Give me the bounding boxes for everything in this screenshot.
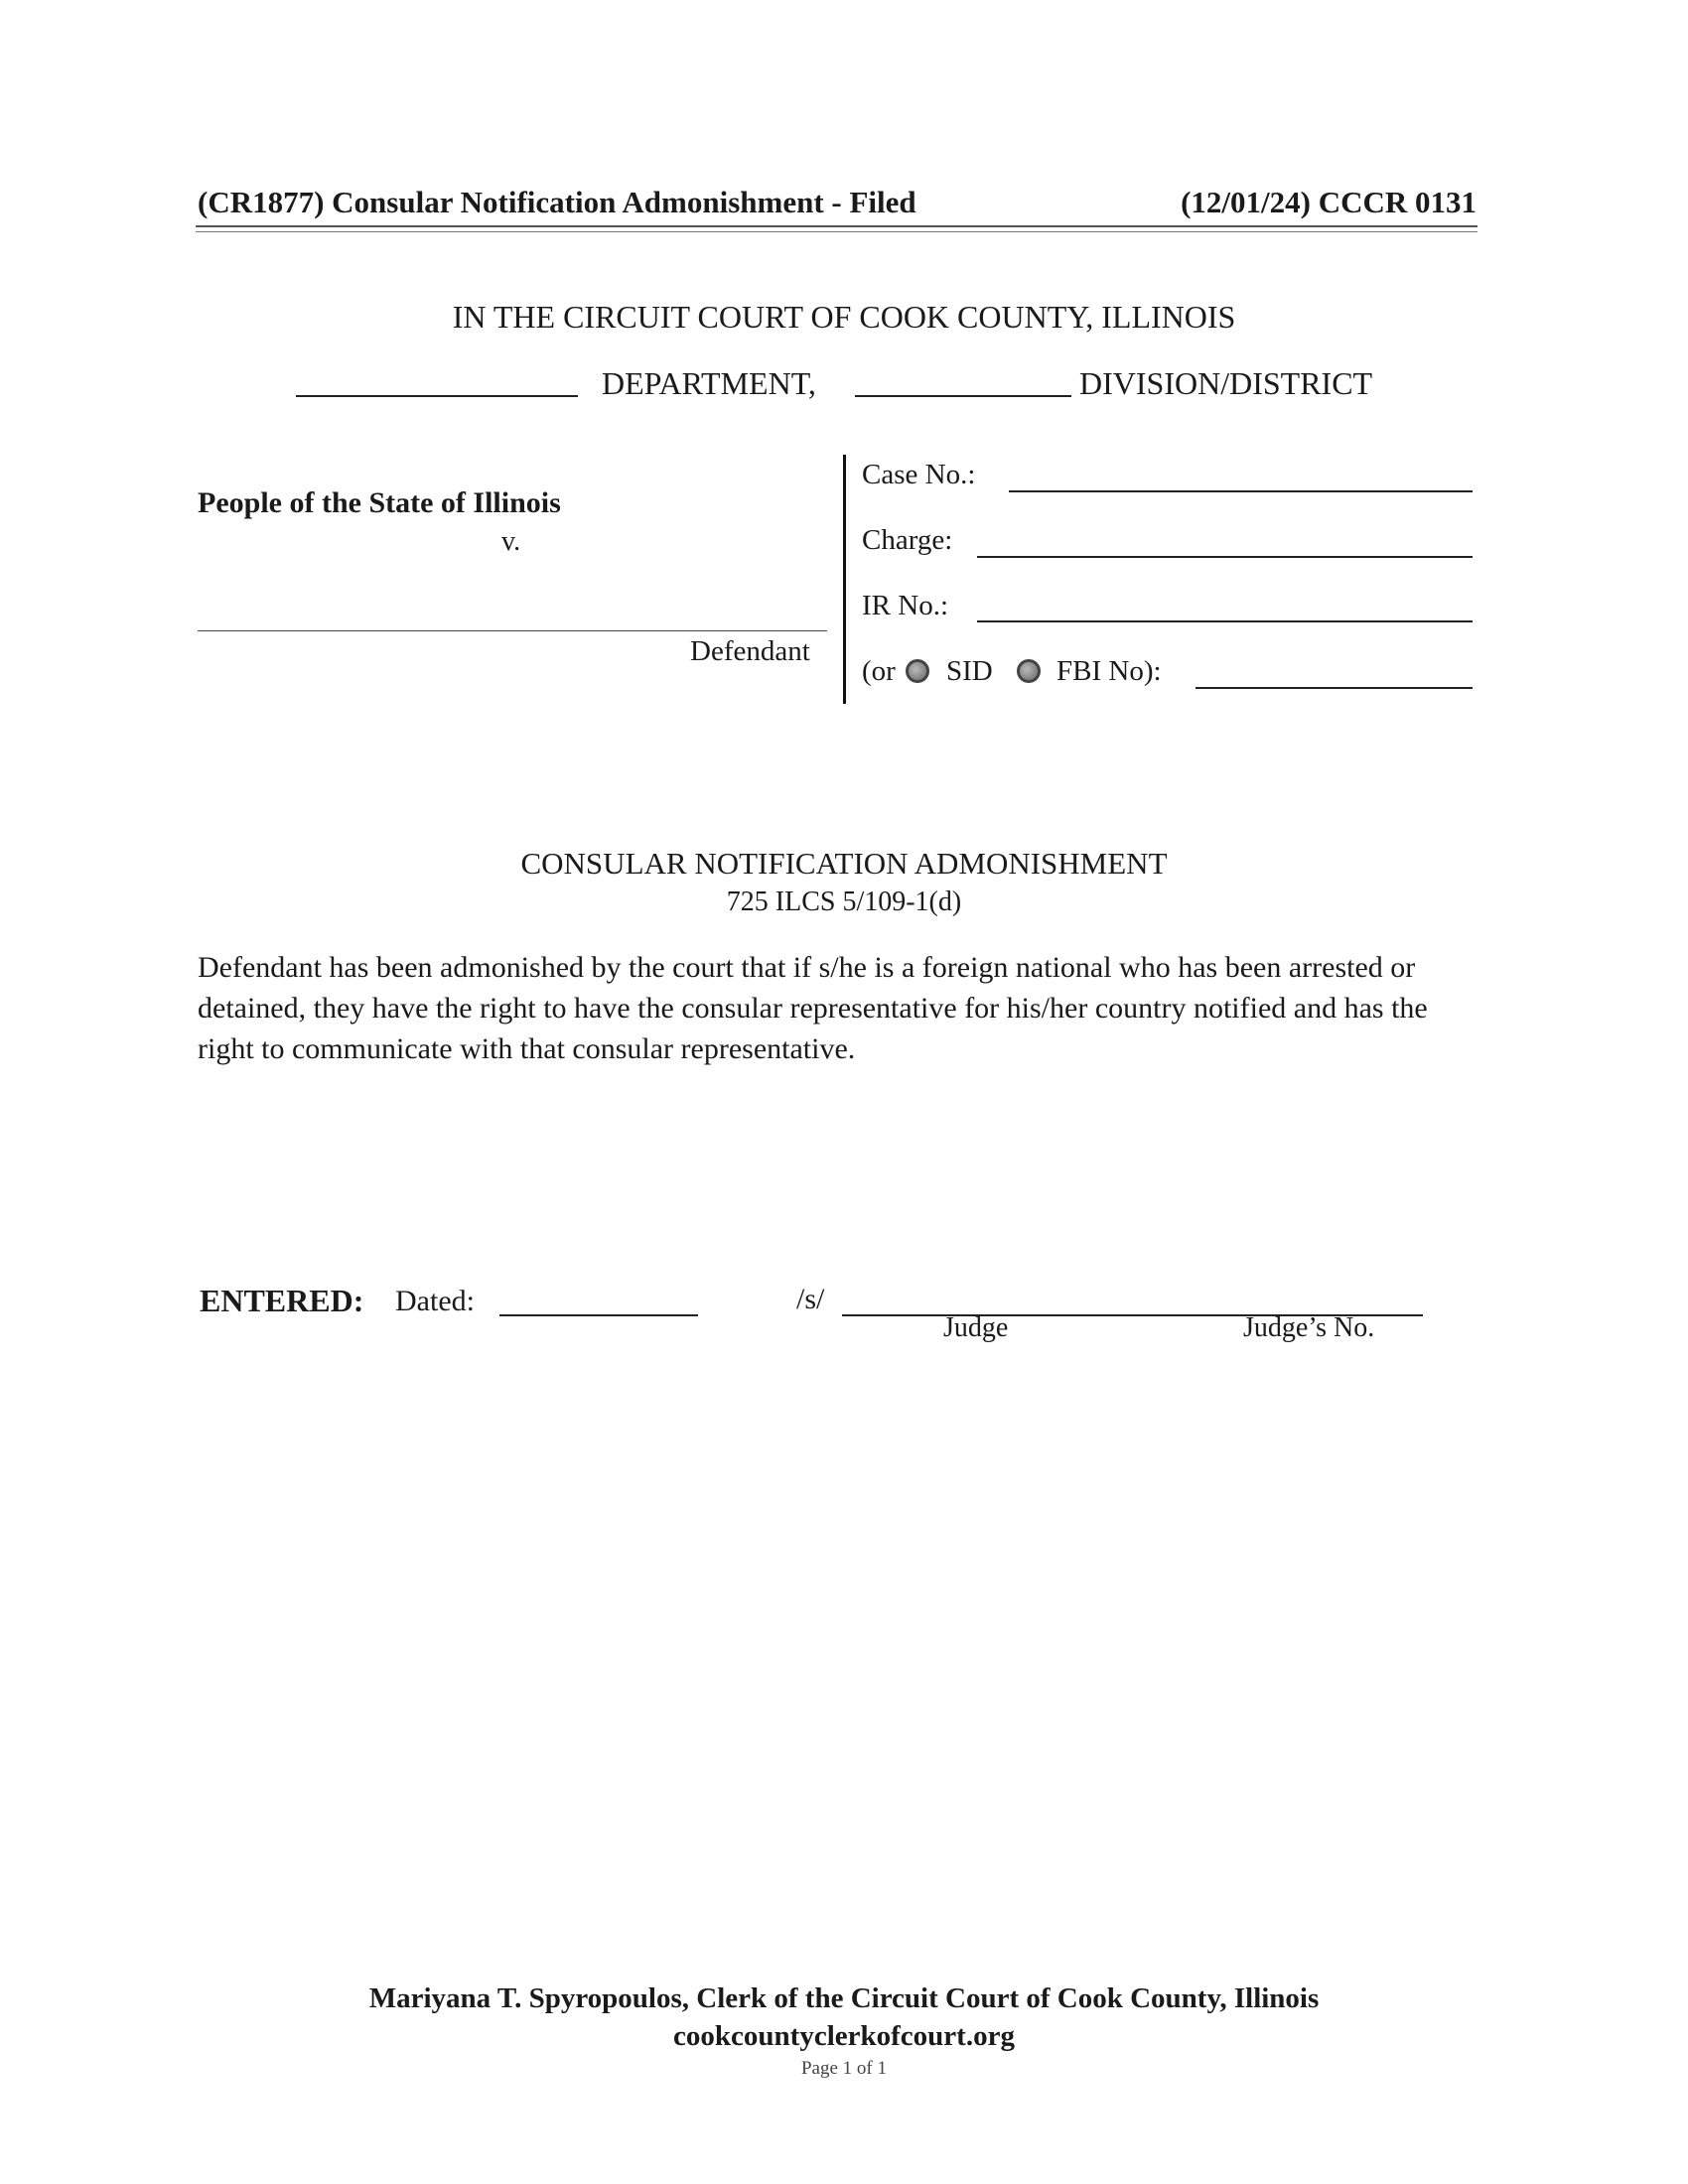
- header-rule-thin: [196, 231, 1477, 232]
- charge-label: Charge:: [862, 524, 953, 556]
- fbi-radio[interactable]: [1017, 659, 1041, 683]
- dated-label: Dated:: [395, 1285, 475, 1317]
- page-number: Page 1 of 1: [800, 2058, 887, 2079]
- ir-no-input-line[interactable]: [977, 620, 1473, 622]
- division-input-line[interactable]: [855, 395, 1071, 397]
- department-input-line[interactable]: [296, 395, 578, 397]
- judge-label: Judge: [943, 1312, 1009, 1343]
- charge-input-line[interactable]: [977, 556, 1473, 558]
- header-rule: [196, 225, 1477, 227]
- sid-fbi-input-line[interactable]: [1196, 687, 1473, 689]
- division-label: DIVISION/DISTRICT: [1079, 365, 1373, 401]
- form-title: CONSULAR NOTIFICATION ADMONISHMENT: [520, 846, 1168, 881]
- date-input-line[interactable]: [499, 1314, 698, 1316]
- form-statute: 725 ILCS 5/109-1(d): [726, 887, 962, 917]
- admonishment-text: Defendant has been admonished by the court that if s/he is a foreign national who has been arrested or detained, they have the right to have the consular representative for his/her country notified and has the right to communicate with that consular representative.: [198, 951, 1428, 1065]
- form-identifier: (CR1877) Consular Notification Admonishment - Filed: [198, 185, 916, 219]
- caption-divider: [843, 455, 846, 704]
- defendant-label: Defendant: [690, 635, 810, 667]
- entered-label: ENTERED:: [200, 1283, 364, 1318]
- ir-no-label: IR No.:: [862, 590, 948, 621]
- sid-label: SID: [946, 655, 993, 687]
- plaintiff-label: People of the State of Illinois: [198, 486, 561, 519]
- judge-no-label: Judge’s No.: [1243, 1312, 1375, 1343]
- sid-radio[interactable]: [906, 659, 929, 683]
- footer-website: cookcountyclerkofcourt.org: [673, 2020, 1015, 2052]
- department-label: DEPARTMENT,: [602, 365, 816, 401]
- defendant-name-line[interactable]: [198, 630, 827, 631]
- footer-clerk: Mariyana T. Spyropoulos, Clerk of the Circuit Court of Cook County, Illinois: [368, 1982, 1320, 2014]
- case-no-label: Case No.:: [862, 459, 976, 490]
- case-no-input-line[interactable]: [1009, 490, 1473, 492]
- court-title: IN THE CIRCUIT COURT OF COOK COUNTY, ILLINOIS: [452, 299, 1236, 335]
- versus-label: v.: [501, 526, 521, 557]
- fbi-no-label: FBI No):: [1056, 655, 1162, 687]
- form-code: (12/01/24) CCCR 0131: [1181, 185, 1477, 219]
- or-label: (or: [862, 655, 896, 687]
- signature-prefix: /s/: [796, 1283, 825, 1315]
